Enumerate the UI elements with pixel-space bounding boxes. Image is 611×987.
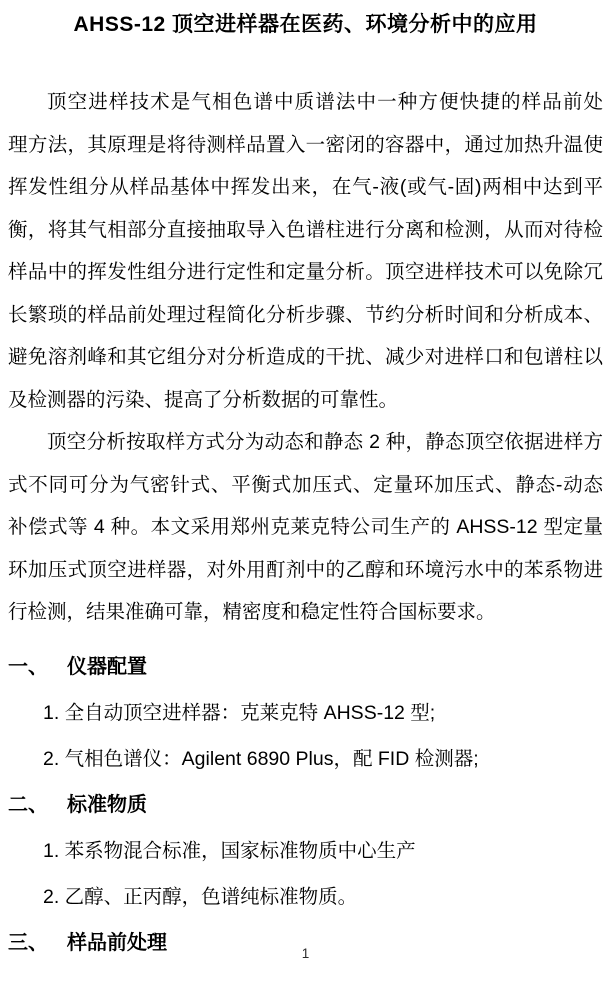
- paragraph-line: 避免溶剂峰和其它组分对分析造成的干扰、减少对进样口和包谱柱以: [8, 346, 603, 368]
- document-title: AHSS-12 顶空进样器在医药、环境分析中的应用: [73, 13, 538, 36]
- section-number: 一、: [8, 655, 48, 678]
- paragraph-line: 挥发性组分从样品基体中挥发出来，在气-液(或气-固)两相中达到平: [8, 176, 603, 198]
- list-item: 1. 苯系物混合标准，国家标准物质中心生产: [43, 839, 416, 862]
- list-item: 2. 气相色谱仪：Agilent 6890 Plus，配 FID 检测器;: [43, 747, 479, 770]
- page-number: 1: [301, 946, 310, 961]
- document-body: [0, 50, 611, 966]
- paragraph-line: 样品中的挥发性组分进行定性和定量分析。顶空进样技术可以免除冗: [8, 261, 603, 283]
- paragraph-method: [8, 421, 603, 634]
- sections: [8, 644, 603, 966]
- paragraph-line: 顶空分析按取样方式分为动态和静态 2 种，静态顶空依据进样方: [47, 431, 603, 453]
- section-number: 二、: [8, 793, 48, 816]
- list-item: 1. 全自动顶空进样器：克莱克特 AHSS-12 型;: [43, 701, 436, 724]
- paragraph-line: 顶空进样技术是气相色谱中质谱法中一种方便快捷的样品前处: [47, 91, 603, 113]
- section-heading-standard-materials: [8, 782, 603, 828]
- paragraph-line: 及检测器的污染、提高了分析数据的可靠性。: [8, 388, 399, 411]
- paragraph-line: 补偿式等 4 种。本文采用郑州克莱克特公司生产的 AHSS-12 型定量: [8, 516, 603, 538]
- paragraph-intro: [8, 81, 603, 421]
- paragraph-line: 环加压式顶空进样器，对外用酊剂中的乙醇和环境污水中的苯系物进: [8, 558, 603, 581]
- section-title: 仪器配置: [67, 655, 147, 678]
- section-title: 样品前处理: [67, 931, 167, 954]
- title-paragraph-gap: [8, 50, 603, 81]
- paragraph-line: 式不同可分为气密针式、平衡式加压式、定量环加压式、静态-动态: [8, 473, 603, 496]
- paragraph-line: 长繁琐的样品前处理过程简化分析步骤、节约分析时间和分析成本、: [8, 303, 603, 326]
- section-number: 三、: [8, 931, 48, 954]
- section-title: 标准物质: [67, 793, 147, 816]
- paragraph-line: 理方法，其原理是将待测样品置入一密闭的容器中，通过加热升温使: [8, 133, 603, 156]
- paragraph-line: 行检测，结果准确可靠，精密度和稳定性符合国标要求。: [8, 601, 496, 623]
- section-heading-instrument-config: [8, 644, 603, 690]
- paragraph-line: 衡，将其气相部分直接抽取导入色谱柱进行分离和检测，从而对待检: [8, 218, 603, 241]
- list-item: 2. 乙醇、正丙醇，色谱纯标准物质。: [43, 885, 358, 908]
